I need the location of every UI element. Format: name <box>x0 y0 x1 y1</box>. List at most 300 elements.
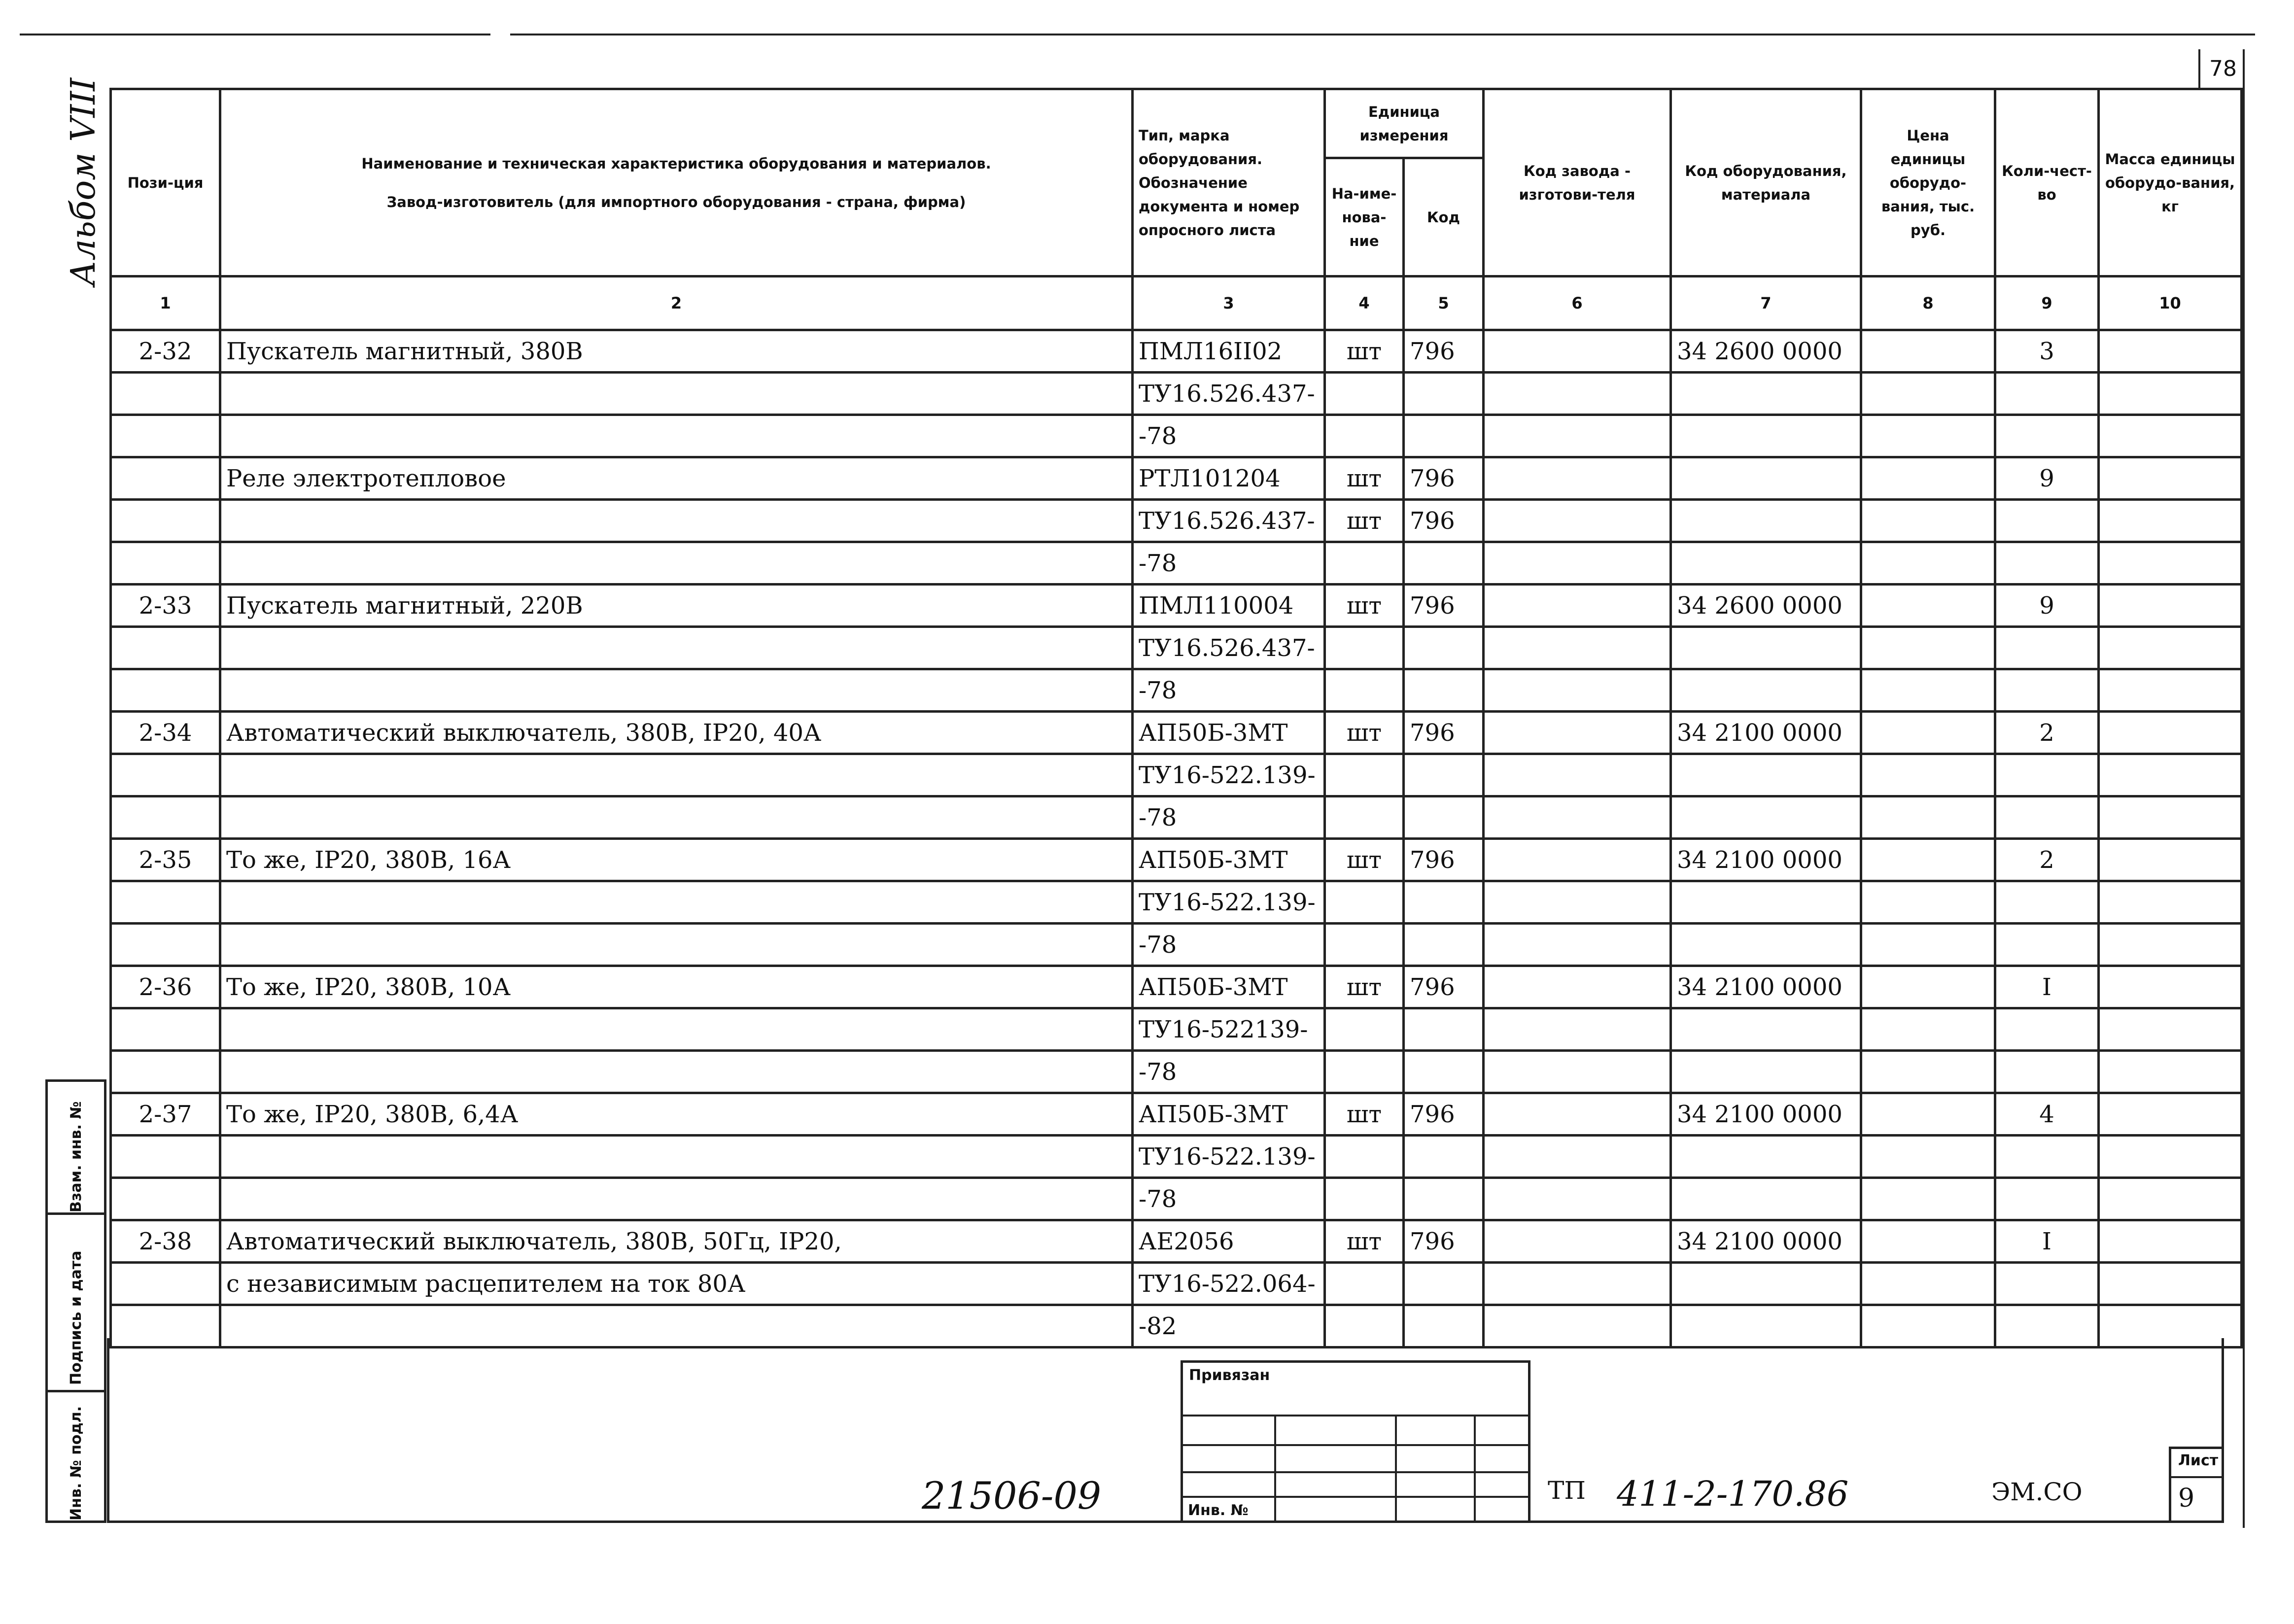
sheet-label: Лист <box>2178 1452 2219 1469</box>
name-cell <box>220 1305 1133 1348</box>
tp-label: ТП <box>1548 1476 1586 1505</box>
mass-cell <box>2099 585 2242 627</box>
mfr-code-cell <box>1484 924 1671 966</box>
price-cell <box>1861 1093 1995 1136</box>
table-row <box>111 1263 2242 1305</box>
mfr-code-cell <box>1484 373 1671 415</box>
unit-code-cell: 796 <box>1404 330 1484 373</box>
mfr-code-cell <box>1484 1263 1671 1305</box>
equip-code-cell <box>1671 1008 1861 1051</box>
unit-cell <box>1325 373 1404 415</box>
type-cell: АП50Б-3МТ <box>1133 1093 1325 1136</box>
unit-code-cell <box>1404 924 1484 966</box>
unit-cell: шт <box>1325 500 1404 542</box>
mass-cell <box>2099 1220 2242 1263</box>
equip-code-cell <box>1671 1305 1861 1348</box>
unit-cell: шт <box>1325 966 1404 1008</box>
unit-cell <box>1325 1263 1404 1305</box>
table-row <box>111 415 2242 457</box>
type-cell: -78 <box>1133 1178 1325 1220</box>
mass-cell <box>2099 924 2242 966</box>
name-cell <box>220 669 1133 712</box>
unit-cell <box>1325 754 1404 796</box>
unit-code-cell <box>1404 754 1484 796</box>
position-cell <box>111 754 220 796</box>
price-cell <box>1861 1008 1995 1051</box>
qty-cell <box>1995 415 2099 457</box>
type-cell: -78 <box>1133 542 1325 585</box>
type-cell: ПМЛ110004 <box>1133 585 1325 627</box>
header-price: Цена единицы оборудо-вания, тыс. руб. <box>1861 89 1995 276</box>
type-cell: ТУ16.526.437- <box>1133 627 1325 669</box>
col-number: 10 <box>2099 276 2242 330</box>
inv-no-label: Инв. № <box>1188 1502 1249 1519</box>
stamp-vline <box>1274 1415 1276 1523</box>
mass-cell <box>2099 542 2242 585</box>
equip-code-cell <box>1671 796 1861 839</box>
qty-cell: I <box>1995 966 2099 1008</box>
qty-cell <box>1995 1051 2099 1093</box>
mfr-code-cell <box>1484 839 1671 881</box>
document-code: 411-2-170.86 <box>1617 1474 1849 1514</box>
header-unit-group: Единица измерения <box>1325 89 1484 158</box>
name-cell <box>220 500 1133 542</box>
qty-cell <box>1995 1008 2099 1051</box>
equip-code-cell <box>1671 754 1861 796</box>
qty-cell <box>1995 1305 2099 1348</box>
unit-code-cell <box>1404 881 1484 924</box>
mass-cell <box>2099 1136 2242 1178</box>
mass-cell <box>2099 1178 2242 1220</box>
table-row <box>111 712 2242 754</box>
qty-cell: 2 <box>1995 839 2099 881</box>
name-cell: То же, IP20, 380В, 10А <box>220 966 1133 1008</box>
qty-cell: 3 <box>1995 330 2099 373</box>
type-cell: -78 <box>1133 796 1325 839</box>
unit-cell <box>1325 1008 1404 1051</box>
unit-code-cell: 796 <box>1404 839 1484 881</box>
mfr-code-cell <box>1484 966 1671 1008</box>
mfr-code-cell <box>1484 1051 1671 1093</box>
unit-code-cell <box>1404 1051 1484 1093</box>
unit-cell <box>1325 796 1404 839</box>
equip-code-cell: 34 2600 0000 <box>1671 585 1861 627</box>
type-cell: -78 <box>1133 924 1325 966</box>
table-row <box>111 839 2242 881</box>
position-cell <box>111 542 220 585</box>
mfr-code-cell <box>1484 542 1671 585</box>
mass-cell <box>2099 627 2242 669</box>
mass-cell <box>2099 881 2242 924</box>
equip-code-cell: 34 2100 0000 <box>1671 839 1861 881</box>
price-cell <box>1861 1263 1995 1305</box>
unit-code-cell <box>1404 1136 1484 1178</box>
qty-cell <box>1995 373 2099 415</box>
table-row <box>111 796 2242 839</box>
unit-code-cell <box>1404 415 1484 457</box>
mfr-code-cell <box>1484 500 1671 542</box>
name-cell: То же, IP20, 380В, 16А <box>220 839 1133 881</box>
equip-code-cell <box>1671 924 1861 966</box>
col-number: 2 <box>220 276 1133 330</box>
header-type: Тип, марка оборудования. Обозначение документа и номер опросного листа <box>1133 89 1325 276</box>
sheet-box-divider <box>2171 1476 2222 1478</box>
stamp-vline <box>1474 1415 1476 1523</box>
equip-code-cell <box>1671 542 1861 585</box>
privyazan-label: Привязан <box>1189 1367 1270 1384</box>
sidebar-vzam-label: Взам. инв. № <box>68 1101 85 1212</box>
table-row <box>111 1136 2242 1178</box>
unit-code-cell: 796 <box>1404 500 1484 542</box>
unit-cell <box>1325 1051 1404 1093</box>
table-body <box>111 330 2242 1348</box>
mass-cell <box>2099 500 2242 542</box>
price-cell <box>1861 373 1995 415</box>
position-cell <box>111 1178 220 1220</box>
mfr-code-cell <box>1484 712 1671 754</box>
header-mfr-code: Код завода - изготови-теля <box>1484 89 1671 276</box>
type-cell: ТУ16-522.139- <box>1133 881 1325 924</box>
top-rule-left <box>20 34 490 35</box>
unit-cell <box>1325 542 1404 585</box>
name-cell <box>220 415 1133 457</box>
position-cell <box>111 373 220 415</box>
column-number-row <box>111 276 2242 330</box>
qty-cell: 4 <box>1995 1093 2099 1136</box>
table-row <box>111 669 2242 712</box>
position-cell: 2-35 <box>111 839 220 881</box>
qty-cell <box>1995 881 2099 924</box>
position-cell <box>111 500 220 542</box>
position-cell: 2-37 <box>111 1093 220 1136</box>
price-cell <box>1861 796 1995 839</box>
unit-code-cell: 796 <box>1404 966 1484 1008</box>
unit-cell: шт <box>1325 1093 1404 1136</box>
left-stamp-sidebar <box>45 1079 106 1523</box>
price-cell <box>1861 1305 1995 1348</box>
equip-code-cell <box>1671 373 1861 415</box>
stamp-hline <box>1183 1415 1528 1417</box>
unit-code-cell <box>1404 1008 1484 1051</box>
type-cell: РТЛ101204 <box>1133 457 1325 500</box>
table-row <box>111 457 2242 500</box>
header-name-line2: Завод-изготовитель (для импортного оборудования - страна, фирма) <box>386 193 966 210</box>
type-cell: ТУ16-522.139- <box>1133 754 1325 796</box>
header-unit-name: На-име-нова-ние <box>1325 158 1404 276</box>
position-cell: 2-34 <box>111 712 220 754</box>
col-number: 3 <box>1133 276 1325 330</box>
equip-code-cell <box>1671 1178 1861 1220</box>
position-cell <box>111 1263 220 1305</box>
qty-cell: 9 <box>1995 457 2099 500</box>
equip-code-cell <box>1671 627 1861 669</box>
mass-cell <box>2099 330 2242 373</box>
price-cell <box>1861 839 1995 881</box>
type-cell: ТУ16.526.437- <box>1133 373 1325 415</box>
name-cell <box>220 881 1133 924</box>
album-label: Альбом VIII <box>64 78 103 286</box>
price-cell <box>1861 585 1995 627</box>
col-number: 4 <box>1325 276 1404 330</box>
position-cell <box>111 924 220 966</box>
header-row <box>111 89 2242 158</box>
mass-cell <box>2099 966 2242 1008</box>
equip-code-cell: 34 2100 0000 <box>1671 712 1861 754</box>
table-row <box>111 330 2242 373</box>
price-cell <box>1861 457 1995 500</box>
unit-cell <box>1325 669 1404 712</box>
type-cell: АП50Б-3МТ <box>1133 966 1325 1008</box>
name-cell <box>220 1178 1133 1220</box>
sidebar-cell-inv <box>45 1390 106 1523</box>
table-row <box>111 542 2242 585</box>
right-border-line <box>2243 49 2245 1528</box>
mass-cell <box>2099 712 2242 754</box>
title-block-line <box>1530 1459 2171 1461</box>
mass-cell <box>2099 373 2242 415</box>
name-cell: Пускатель магнитный, 380В <box>220 330 1133 373</box>
unit-cell <box>1325 924 1404 966</box>
unit-cell: шт <box>1325 330 1404 373</box>
mfr-code-cell <box>1484 627 1671 669</box>
mfr-code-cell <box>1484 1136 1671 1178</box>
equip-code-cell: 34 2100 0000 <box>1671 1093 1861 1136</box>
top-rule-right <box>510 34 2255 35</box>
bottom-frame-line <box>109 1520 2224 1523</box>
type-cell: ТУ16-522139- <box>1133 1008 1325 1051</box>
position-cell: 2-32 <box>111 330 220 373</box>
equip-code-cell <box>1671 1136 1861 1178</box>
qty-cell: 9 <box>1995 585 2099 627</box>
stamp-hline <box>1183 1471 1528 1473</box>
unit-cell: шт <box>1325 1220 1404 1263</box>
unit-cell: шт <box>1325 585 1404 627</box>
equip-code-cell: 34 2100 0000 <box>1671 966 1861 1008</box>
handwritten-inventory-number: 21506-09 <box>922 1474 1102 1518</box>
price-cell <box>1861 542 1995 585</box>
mass-cell <box>2099 754 2242 796</box>
mass-cell <box>2099 1051 2242 1093</box>
col-number: 5 <box>1404 276 1484 330</box>
price-cell <box>1861 966 1995 1008</box>
header-position: Пози-ция <box>111 89 220 276</box>
table-row <box>111 500 2242 542</box>
col-number: 8 <box>1861 276 1995 330</box>
col-number: 1 <box>111 276 220 330</box>
equip-code-cell <box>1671 669 1861 712</box>
price-cell <box>1861 754 1995 796</box>
header-qty: Коли-чест-во <box>1995 89 2099 276</box>
header-equip-code: Код оборудования, материала <box>1671 89 1861 276</box>
col-number: 7 <box>1671 276 1861 330</box>
unit-code-cell: 796 <box>1404 1220 1484 1263</box>
type-cell: -82 <box>1133 1305 1325 1348</box>
table-row <box>111 373 2242 415</box>
name-cell <box>220 1051 1133 1093</box>
name-cell <box>220 1136 1133 1178</box>
type-cell: ТУ16-522.064- <box>1133 1263 1325 1305</box>
name-cell <box>220 1008 1133 1051</box>
unit-code-cell <box>1404 796 1484 839</box>
qty-cell <box>1995 542 2099 585</box>
position-cell <box>111 881 220 924</box>
position-cell <box>111 1008 220 1051</box>
type-cell: -78 <box>1133 669 1325 712</box>
mfr-code-cell <box>1484 1093 1671 1136</box>
sheet-box <box>2169 1447 2224 1523</box>
position-cell <box>111 457 220 500</box>
left-frame-line <box>107 1338 109 1523</box>
unit-code-cell: 796 <box>1404 457 1484 500</box>
table-row <box>111 627 2242 669</box>
qty-cell <box>1995 669 2099 712</box>
table-row <box>111 1093 2242 1136</box>
stamp-vline <box>1395 1415 1397 1523</box>
unit-cell: шт <box>1325 457 1404 500</box>
equip-code-cell: 34 2600 0000 <box>1671 330 1861 373</box>
price-cell <box>1861 330 1995 373</box>
mfr-code-cell <box>1484 669 1671 712</box>
mfr-code-cell <box>1484 1008 1671 1051</box>
unit-cell <box>1325 627 1404 669</box>
type-cell: -78 <box>1133 415 1325 457</box>
table-row <box>111 1220 2242 1263</box>
qty-cell <box>1995 1263 2099 1305</box>
table-row <box>111 754 2242 796</box>
col-number: 9 <box>1995 276 2099 330</box>
unit-code-cell <box>1404 1178 1484 1220</box>
sidebar-cell-podpis <box>45 1212 106 1392</box>
mass-cell <box>2099 415 2242 457</box>
price-cell <box>1861 1051 1995 1093</box>
mfr-code-cell <box>1484 330 1671 373</box>
name-cell <box>220 924 1133 966</box>
qty-cell: 2 <box>1995 712 2099 754</box>
mfr-code-cell <box>1484 796 1671 839</box>
name-cell: Автоматический выключатель, 380В, IP20, 40А <box>220 712 1133 754</box>
mass-cell <box>2099 1263 2242 1305</box>
position-cell: 2-33 <box>111 585 220 627</box>
table-row <box>111 585 2242 627</box>
mfr-code-cell <box>1484 1220 1671 1263</box>
position-cell <box>111 415 220 457</box>
position-cell <box>111 669 220 712</box>
mass-cell <box>2099 839 2242 881</box>
qty-cell <box>1995 627 2099 669</box>
unit-cell: шт <box>1325 712 1404 754</box>
type-cell: ПМЛ16II02 <box>1133 330 1325 373</box>
name-cell <box>220 627 1133 669</box>
equip-code-cell <box>1671 415 1861 457</box>
table-row <box>111 966 2242 1008</box>
unit-cell <box>1325 1178 1404 1220</box>
header-mass: Масса единицы оборудо-вания, кг <box>2099 89 2242 276</box>
stamp-hline <box>1183 1496 1528 1498</box>
equip-code-cell <box>1671 1051 1861 1093</box>
table-row <box>111 1008 2242 1051</box>
header-unit-code: Код <box>1404 158 1484 276</box>
unit-code-cell <box>1404 373 1484 415</box>
mfr-code-cell <box>1484 1178 1671 1220</box>
name-cell: с независимым расцепителем на ток 80А <box>220 1263 1133 1305</box>
sheet-number: 9 <box>2178 1484 2195 1513</box>
col-number: 6 <box>1484 276 1671 330</box>
table-row <box>111 1305 2242 1348</box>
mass-cell <box>2099 1008 2242 1051</box>
name-cell <box>220 542 1133 585</box>
position-cell <box>111 796 220 839</box>
price-cell <box>1861 712 1995 754</box>
position-cell <box>111 1305 220 1348</box>
mass-cell <box>2099 669 2242 712</box>
unit-code-cell <box>1404 542 1484 585</box>
price-cell <box>1861 627 1995 669</box>
qty-cell <box>1995 796 2099 839</box>
qty-cell <box>1995 754 2099 796</box>
qty-cell <box>1995 500 2099 542</box>
equip-code-cell <box>1671 457 1861 500</box>
name-cell: Реле электротепловое <box>220 457 1133 500</box>
privyazan-stamp <box>1181 1360 1530 1523</box>
stamp-hline <box>1183 1444 1528 1446</box>
header-name-line1: Наименование и техническая характеристика оборудования и материалов. <box>361 155 991 172</box>
sidebar-cell-vzam <box>45 1079 106 1215</box>
sidebar-podpis-label: Подпись и дата <box>68 1250 85 1385</box>
mfr-code-cell <box>1484 415 1671 457</box>
unit-code-cell <box>1404 1263 1484 1305</box>
mass-cell <box>2099 1305 2242 1348</box>
name-cell: Пускатель магнитный, 220В <box>220 585 1133 627</box>
table-row <box>111 924 2242 966</box>
mfr-code-cell <box>1484 754 1671 796</box>
unit-cell <box>1325 881 1404 924</box>
mfr-code-cell <box>1484 881 1671 924</box>
unit-cell <box>1325 415 1404 457</box>
document-mark: ЭМ.СО <box>1991 1478 2083 1506</box>
specification-table <box>109 88 2243 1348</box>
equip-code-cell <box>1671 1263 1861 1305</box>
price-cell <box>1861 415 1995 457</box>
name-cell <box>220 373 1133 415</box>
equip-code-cell <box>1671 881 1861 924</box>
corner-sheet-number: 78 <box>2209 56 2237 81</box>
price-cell <box>1861 881 1995 924</box>
sidebar-inv-label: Инв. № подл. <box>68 1406 85 1520</box>
position-cell <box>111 627 220 669</box>
type-cell: ТУ16.526.437- <box>1133 500 1325 542</box>
table-row <box>111 1178 2242 1220</box>
name-cell: Автоматический выключатель, 380В, 50Гц, IP20, <box>220 1220 1133 1263</box>
table-row <box>111 1051 2242 1093</box>
unit-cell <box>1325 1305 1404 1348</box>
qty-cell <box>1995 1178 2099 1220</box>
position-cell: 2-38 <box>111 1220 220 1263</box>
unit-code-cell: 796 <box>1404 1093 1484 1136</box>
equip-code-cell: 34 2100 0000 <box>1671 1220 1861 1263</box>
type-cell: АП50Б-3МТ <box>1133 712 1325 754</box>
position-cell <box>111 1136 220 1178</box>
position-cell <box>111 1051 220 1093</box>
price-cell <box>1861 924 1995 966</box>
position-cell: 2-36 <box>111 966 220 1008</box>
mass-cell <box>2099 1093 2242 1136</box>
qty-cell: I <box>1995 1220 2099 1263</box>
type-cell: ТУ16-522.139- <box>1133 1136 1325 1178</box>
price-cell <box>1861 500 1995 542</box>
type-cell: АП50Б-3МТ <box>1133 839 1325 881</box>
name-cell: То же, IP20, 380В, 6,4А <box>220 1093 1133 1136</box>
unit-code-cell <box>1404 627 1484 669</box>
